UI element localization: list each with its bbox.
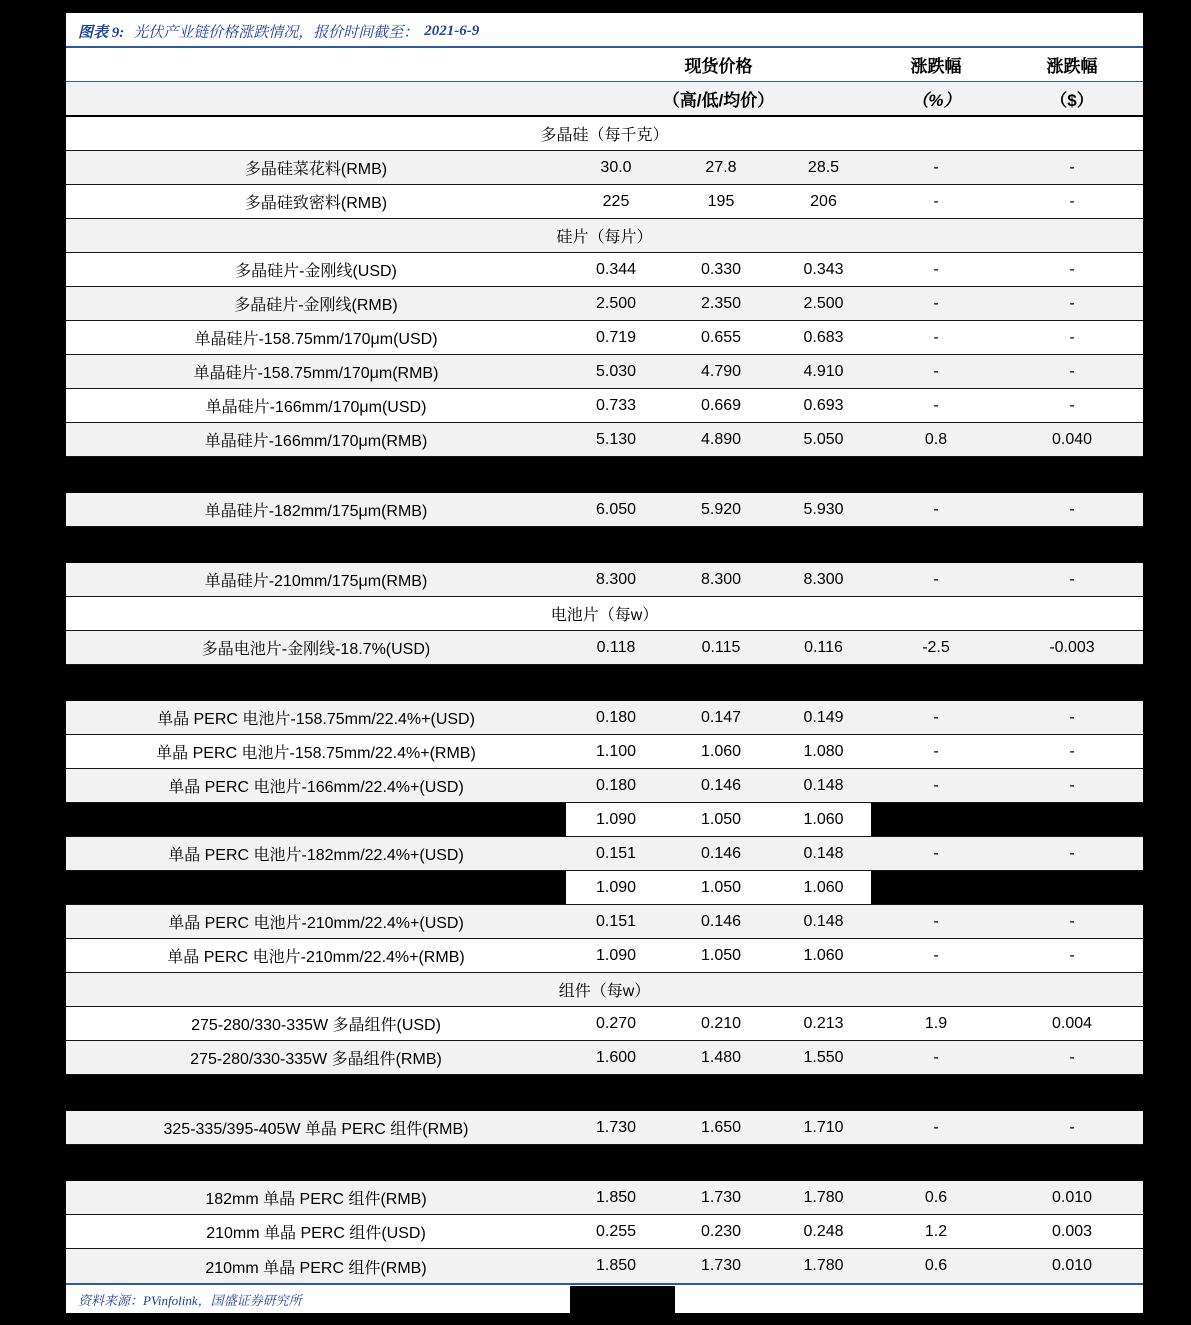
table-row: [66, 1181, 1143, 1215]
price-high-cell: 0.270: [595, 1014, 637, 1032]
price-high-cell: 0.151: [595, 912, 637, 930]
price-low-cell: 0.230: [700, 1222, 742, 1240]
row-label: 单晶硅片-210mm/175μm(RMB): [204, 573, 428, 590]
table-row: [66, 423, 1143, 457]
header-spot-price: 现货价格: [684, 57, 753, 76]
price-avg-cell: 1.060: [803, 946, 844, 964]
price-avg-cell: 0.148: [803, 776, 844, 794]
price-high-cell: 0.151: [595, 844, 637, 862]
change-usd-cell: -: [1069, 192, 1075, 210]
section-row: [66, 117, 1143, 151]
price-low-cell: 0.115: [701, 638, 741, 656]
change-usd-cell: -: [1069, 294, 1075, 312]
price-avg-cell: 0.683: [803, 328, 844, 346]
change-usd-cell: -: [1069, 362, 1075, 380]
table-row: [66, 905, 1143, 939]
row-label: 275-280/330-335W 多晶组件(RMB): [190, 1051, 442, 1068]
row-label: 单晶硅片-158.75mm/170μm(RMB): [193, 365, 439, 382]
header-change-usd-sub: （$）: [1050, 91, 1094, 110]
price-avg-cell: 1.550: [803, 1048, 844, 1066]
change-pct-cell: 1.2: [924, 1222, 948, 1240]
change-pct-cell: -: [933, 1118, 939, 1136]
change-pct-cell: -: [933, 192, 939, 210]
header-spot-price-sub: （高/低/均价）: [662, 91, 775, 110]
table-row: [66, 253, 1143, 287]
section-label: 组件（每w）: [558, 983, 651, 1000]
price-avg-cell: 1.710: [803, 1118, 844, 1136]
section-row: [66, 219, 1143, 253]
table-row: [66, 837, 1143, 871]
change-usd-cell: [1001, 871, 1143, 904]
price-avg-cell: 8.300: [803, 570, 844, 588]
table-row: [66, 563, 1143, 597]
price-low-cell: 0.210: [700, 1014, 742, 1032]
redacted-row: [66, 665, 1143, 701]
table-row: [66, 389, 1143, 423]
redacted-row: [66, 457, 1143, 493]
change-pct-cell: -2.5: [922, 638, 950, 656]
table-row: [66, 493, 1143, 527]
report-figure-area: [66, 13, 1143, 1313]
figure-label: 图表 9:: [78, 25, 125, 41]
price-avg-cell: 0.148: [803, 844, 844, 862]
row-label: 单晶硅片-166mm/170μm(USD): [205, 399, 427, 416]
row-label: [66, 803, 566, 836]
redacted-row: [66, 1075, 1143, 1111]
table-row: [66, 1111, 1143, 1145]
change-pct-cell: -: [933, 158, 939, 176]
price-low-cell: 27.8: [705, 158, 737, 176]
price-low-cell: 1.050: [700, 878, 742, 896]
price-low-cell: 1.650: [700, 1118, 742, 1136]
row-label: 275-280/330-335W 多晶组件(USD): [191, 1017, 441, 1034]
change-usd-cell: -: [1069, 158, 1075, 176]
change-usd-cell: 0.004: [1051, 1014, 1093, 1032]
price-low-cell: 1.050: [700, 946, 742, 964]
price-avg-cell: 206: [810, 192, 837, 210]
price-high-cell: 0.180: [595, 708, 637, 726]
price-avg-cell: 1.060: [803, 810, 844, 828]
row-label: 单晶硅片-182mm/175μm(RMB): [204, 503, 428, 520]
price-low-cell: 4.890: [700, 430, 742, 448]
price-low-cell: 1.050: [700, 810, 742, 828]
price-low-cell: 0.669: [700, 396, 742, 414]
change-pct-cell: 0.6: [924, 1188, 948, 1206]
row-label: [66, 871, 566, 904]
table-row: [66, 631, 1143, 665]
change-pct-cell: -: [933, 328, 939, 346]
change-pct-cell: -: [933, 260, 939, 278]
change-pct-cell: -: [933, 500, 939, 518]
price-high-cell: 0.344: [595, 260, 637, 278]
price-avg-cell: 0.213: [803, 1014, 844, 1032]
price-low-cell: 1.730: [700, 1188, 742, 1206]
price-avg-cell: 1.060: [803, 878, 844, 896]
price-low-cell: 0.655: [700, 328, 742, 346]
change-usd-cell: -0.003: [1049, 638, 1095, 656]
header-change-pct-sub: （%）: [911, 91, 961, 110]
change-usd-cell: 0.010: [1051, 1257, 1093, 1274]
price-high-cell: 2.500: [595, 294, 637, 312]
price-low-cell: 0.146: [700, 912, 742, 930]
change-usd-cell: -: [1069, 912, 1075, 930]
change-pct-cell: -: [933, 912, 939, 930]
price-low-cell: 5.920: [700, 500, 742, 518]
price-high-cell: 6.050: [595, 500, 637, 518]
table-row: [66, 185, 1143, 219]
change-usd-cell: -: [1069, 328, 1075, 346]
price-high-cell: 1.090: [595, 946, 637, 964]
row-label: 325-335/395-405W 单晶 PERC 组件(RMB): [163, 1121, 469, 1138]
price-avg-cell: 0.116: [804, 638, 843, 656]
price-high-cell: 1.100: [595, 742, 637, 760]
price-low-cell: 1.480: [700, 1048, 742, 1066]
change-pct-cell: -: [933, 776, 939, 794]
change-pct-cell: [871, 803, 1001, 836]
change-usd-cell: -: [1069, 708, 1075, 726]
change-pct-cell: -: [933, 708, 939, 726]
price-high-cell: 1.090: [595, 810, 637, 828]
change-pct-cell: -: [933, 844, 939, 862]
row-label: 210mm 单晶 PERC 组件(RMB): [205, 1259, 427, 1277]
price-high-cell: 0.719: [595, 328, 637, 346]
price-avg-cell: 0.148: [803, 912, 844, 930]
section-label: 电池片（每w）: [550, 607, 659, 624]
figure-title-text: 光伏产业链价格涨跌情况，报价时间截至：: [133, 25, 419, 41]
table-row: [66, 321, 1143, 355]
row-label: 单晶 PERC 电池片-166mm/22.4%+(USD): [168, 779, 464, 796]
price-high-cell: 5.030: [595, 362, 637, 380]
row-label: 单晶 PERC 电池片-210mm/22.4%+(USD): [168, 915, 464, 932]
price-high-cell: 5.130: [595, 430, 637, 448]
price-high-cell: 1.730: [595, 1118, 637, 1136]
price-avg-cell: 5.930: [803, 500, 844, 518]
table-row: [66, 355, 1143, 389]
partially-redacted-row: [66, 871, 1143, 905]
price-high-cell: 1.090: [595, 878, 637, 896]
change-pct-cell: -: [933, 396, 939, 414]
price-low-cell: 0.146: [700, 776, 742, 794]
change-pct-cell: -: [933, 742, 939, 760]
price-avg-cell: 1.780: [803, 1188, 844, 1206]
section-label: 硅片（每片）: [556, 229, 653, 246]
change-usd-cell: [1001, 803, 1143, 836]
change-usd-cell: 0.003: [1051, 1222, 1093, 1240]
change-usd-cell: 0.010: [1051, 1188, 1093, 1206]
table-body: [66, 117, 1143, 1283]
price-high-cell: 1.600: [595, 1048, 637, 1066]
price-avg-cell: 0.343: [803, 260, 844, 278]
redaction-block: [570, 1286, 675, 1313]
row-label: 多晶电池片-金刚线-18.7%(USD): [201, 641, 431, 658]
price-low-cell: 8.300: [700, 570, 742, 588]
change-usd-cell: -: [1069, 260, 1075, 278]
change-usd-cell: 0.040: [1051, 430, 1093, 448]
partially-redacted-row: [66, 803, 1143, 837]
price-avg-cell: 0.693: [803, 396, 844, 414]
change-usd-cell: -: [1069, 742, 1075, 760]
row-label: 单晶 PERC 电池片-182mm/22.4%+(USD): [168, 847, 464, 864]
price-low-cell: 1.060: [700, 742, 742, 760]
price-avg-cell: 1.080: [803, 742, 844, 760]
price-table: [66, 46, 1143, 1285]
change-usd-cell: -: [1069, 500, 1075, 518]
table-row: [66, 1249, 1143, 1283]
change-pct-cell: -: [933, 570, 939, 588]
change-usd-cell: -: [1069, 946, 1075, 964]
price-high-cell: 1.850: [595, 1257, 637, 1274]
price-high-cell: 0.180: [595, 776, 637, 794]
table-row: [66, 701, 1143, 735]
change-pct-cell: -: [933, 946, 939, 964]
table-row: [66, 939, 1143, 973]
price-high-cell: 0.118: [596, 638, 636, 656]
section-label: 多晶硅（每千克）: [540, 127, 669, 144]
price-high-cell: 225: [602, 192, 630, 210]
price-high-cell: 0.733: [595, 396, 637, 414]
row-label: 单晶 PERC 电池片-158.75mm/22.4%+(USD): [157, 711, 475, 728]
row-label: 多晶硅致密料(RMB): [244, 195, 388, 212]
row-label: 单晶硅片-166mm/170μm(RMB): [204, 433, 428, 450]
section-row: [66, 973, 1143, 1007]
table-header-row-1: [66, 48, 1143, 82]
table-row: [66, 1215, 1143, 1249]
figure-title-date: 2021-6-9: [424, 23, 480, 39]
price-low-cell: 0.147: [700, 708, 742, 726]
price-low-cell: 0.146: [700, 844, 742, 862]
change-usd-cell: -: [1069, 570, 1075, 588]
price-avg-cell: 4.910: [803, 362, 844, 380]
source-note-text: 资料来源：PVinfolink，国盛证券研究所: [78, 1292, 302, 1308]
price-low-cell: 195: [707, 192, 735, 210]
row-label: 单晶 PERC 电池片-210mm/22.4%+(RMB): [167, 949, 465, 966]
table-row: [66, 769, 1143, 803]
header-change-pct: 涨跌幅: [910, 57, 962, 76]
table-row: [66, 287, 1143, 321]
row-label: 单晶 PERC 电池片-158.75mm/22.4%+(RMB): [156, 745, 476, 762]
change-pct-cell: -: [933, 362, 939, 380]
change-pct-cell: -: [933, 1048, 939, 1066]
change-usd-cell: -: [1069, 1118, 1075, 1136]
row-label: 多晶硅菜花料(RMB): [244, 161, 388, 178]
header-empty-cell: [66, 48, 566, 81]
table-row: [66, 735, 1143, 769]
table-row: [66, 151, 1143, 185]
change-pct-cell: [871, 871, 1001, 904]
price-avg-cell: 0.248: [803, 1222, 844, 1240]
price-avg-cell: 28.5: [807, 158, 840, 176]
price-high-cell: 0.255: [595, 1222, 637, 1240]
change-pct-cell: 1.9: [924, 1014, 948, 1032]
change-pct-cell: 0.6: [924, 1257, 948, 1274]
section-row: [66, 597, 1143, 631]
redacted-row: [66, 527, 1143, 563]
change-usd-cell: -: [1069, 396, 1075, 414]
change-pct-cell: 0.8: [924, 430, 948, 448]
redacted-row: [66, 1145, 1143, 1181]
table-header-row-2: [66, 82, 1143, 117]
price-low-cell: 2.350: [700, 294, 742, 312]
price-avg-cell: 1.780: [803, 1257, 844, 1274]
price-avg-cell: 2.500: [803, 294, 844, 312]
price-avg-cell: 5.050: [803, 430, 844, 448]
row-label: 单晶硅片-158.75mm/170μm(USD): [194, 331, 438, 348]
header-change-usd: 涨跌幅: [1046, 57, 1098, 76]
change-usd-cell: -: [1069, 776, 1075, 794]
row-label: 182mm 单晶 PERC 组件(RMB): [205, 1191, 427, 1208]
price-avg-cell: 0.149: [803, 708, 844, 726]
table-row: [66, 1041, 1143, 1075]
price-high-cell: 1.850: [595, 1188, 637, 1206]
change-usd-cell: -: [1069, 1048, 1075, 1066]
row-label: 210mm 单晶 PERC 组件(USD): [206, 1225, 426, 1242]
change-usd-cell: -: [1069, 844, 1075, 862]
table-row: [66, 1007, 1143, 1041]
price-high-cell: 30.0: [600, 158, 632, 176]
price-low-cell: 4.790: [700, 362, 742, 380]
row-label: 多晶硅片-金刚线(USD): [235, 263, 397, 280]
change-pct-cell: -: [933, 294, 939, 312]
price-low-cell: 1.730: [700, 1257, 742, 1274]
header-empty-cell: [66, 82, 566, 115]
price-low-cell: 0.330: [700, 260, 742, 278]
figure-title: [66, 13, 1143, 46]
price-high-cell: 8.300: [595, 570, 637, 588]
row-label: 多晶硅片-金刚线(RMB): [234, 297, 398, 314]
